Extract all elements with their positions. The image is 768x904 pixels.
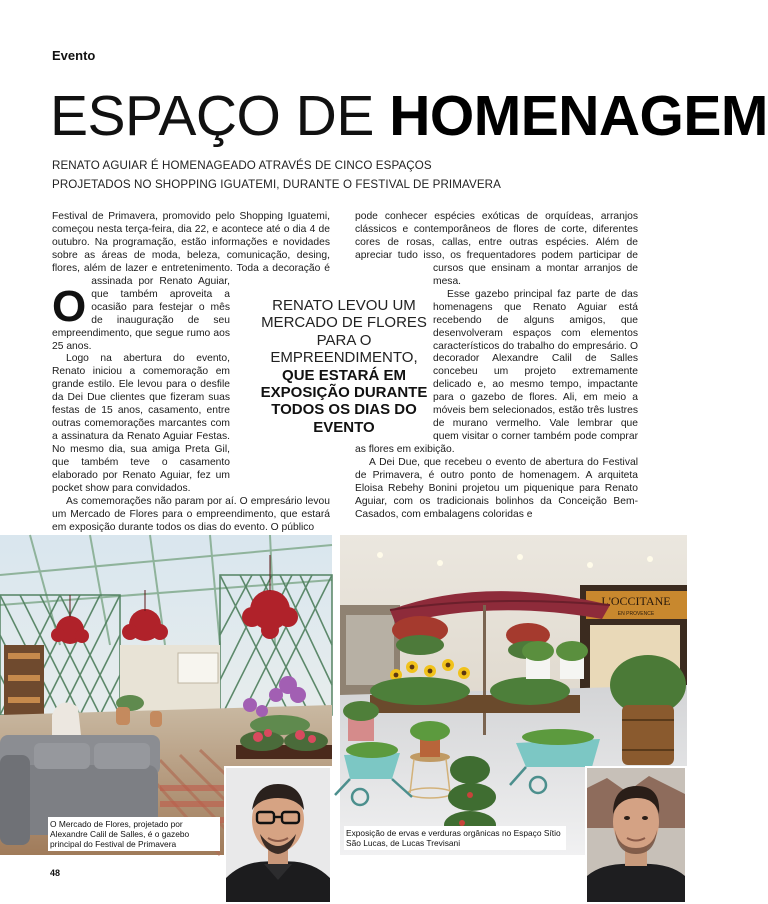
section-label: Evento: [52, 48, 96, 63]
body-paragraph: A Dei Due, que recebeu o evento de abertura do Festival de Primavera, é outro ponto de homenagem. A arquiteta Eloisa Rebehy Bonini projetou um piquenique para Renato Aguiar, com os tradicionais bolinhos da Conceição Bem-Casados, com embalagens coloridas e: [355, 457, 638, 520]
title-bold: HOMENAGEM: [389, 84, 768, 148]
body-paragraph: Logo na abertura do evento, Renato iniciou a comemoração em grande estilo. Ele levou para o desfile da Dei Due clientes que fizeram suas festas de 15 anos, casamento, entre outras comemorações marcantes com a assinatura da Renato Aguiar Festas. No mesmo dia, sua amiga Preta Gil, que também teve o casamento elaborado por Renato Aguiar, fez um pocket show para convidados.: [52, 353, 230, 495]
page-number: 48: [50, 868, 61, 878]
store-sign-text: L'OCCITANE: [601, 594, 671, 608]
drop-cap: O: [52, 282, 87, 331]
portrait-lucas-trevisani: [585, 766, 687, 904]
subtitle-line-2: PROJETADOS NO SHOPPING IGUATEMI, DURANTE O FESTIVAL DE PRIMAVERA: [52, 178, 501, 191]
photo-caption-right: Exposição de ervas e verduras orgânicas no Espaço Sítio São Lucas, de Lucas Trevisani: [344, 826, 566, 850]
photo-caption-left: O Mercado de Flores, projetado por Alexandre Calil de Salles, é o gazebo principal do Festival de Primavera: [48, 817, 220, 851]
portrait-left-illustration: [226, 768, 330, 902]
subtitle-line-1: RENATO AGUIAR É HOMENAGEADO ATRAVÉS DE CINCO ESPAÇOS: [52, 159, 432, 172]
title-light: ESPAÇO DE: [50, 84, 374, 148]
body-paragraph: pode conhecer espécies exóticas de orquídeas, arranjos clássicos e contemporâneos de flores de corte, diferentes cores de rosas, callas, entre outras espécies. Além de apreciar tudo isso, os frequentadores podem participar de cursos que ensinam a montar arranjos de mesa.: [355, 211, 638, 287]
store-sign-subtext: EN PROVENCE: [617, 611, 655, 617]
portrait-renato-aguiar: [224, 766, 332, 904]
pull-quote: [258, 297, 430, 436]
page-title: [50, 84, 768, 148]
body-paragraph: Esse gazebo principal faz parte de das homenagens que Renato Aguiar está recebendo de alguns amigos, que desenvolveram espaços com elementos característicos do trabalho do empresário. O decorador Alexandre Calil de Salles concebeu um projeto extremamente delicado e, ao mesmo tempo, impactante para o gazebo de flores. Ali, em meio a móveis bem selecionados, estão três lustres de murano vermelho. Vale lembrar que quem visitar o corner também pode comprar as flores em exibição.: [355, 288, 638, 456]
body-paragraph: Festival de Primavera, promovido pelo Shopping Iguatemi, começou nesta terça-feira, dia 22, e acontece até o dia 4 de outubro. Na programação, estão informações e novidades sobre as áreas de moda, beleza, comunicação, desing, flores, além de lazer e entretenimento. Toda a decoração é assinada por Renato Aguiar, que também aproveita a ocasião para festejar o mês de inauguração de seu empreendimento, que segue rumo aos 25 anos.: [52, 211, 330, 352]
pull-quote-bold: QUE ESTARÁ EM EXPOSIÇÃO DURANTE TODOS OS DIAS DO EVENTO: [260, 366, 428, 436]
pull-quote-light: RENATO LEVOU UM MERCADO DE FLORES PARA O EMPREENDIMENTO,: [261, 297, 427, 367]
body-paragraph: As comemorações não param por aí. O empresário levou um Mercado de Flores para o empreendimento, que estará em exposição durante todos os dias do evento. O público: [52, 495, 330, 533]
portrait-right-illustration: [587, 768, 685, 902]
subtitle: [52, 156, 652, 194]
